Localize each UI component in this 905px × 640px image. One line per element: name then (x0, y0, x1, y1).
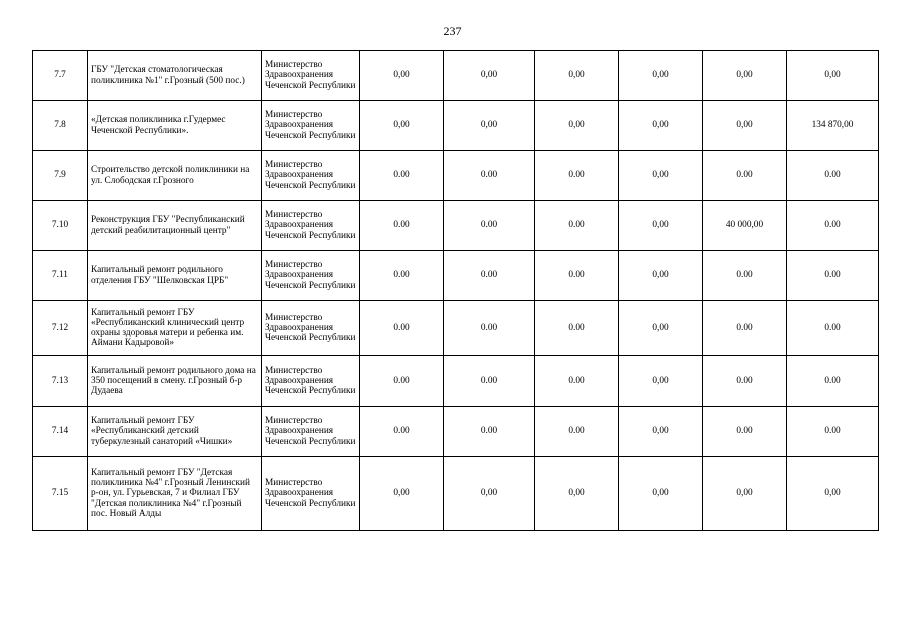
row-number: 7.7 (33, 51, 88, 101)
value-cell: 0.00 (703, 151, 787, 201)
table-row (33, 356, 879, 407)
value-cell: 0,00 (703, 457, 787, 531)
value-cell: 0,00 (619, 51, 703, 101)
value-cell: 0,00 (703, 101, 787, 151)
value-cell: 0.00 (444, 301, 535, 356)
responsible-org: Министерство Здравоохранения Чеченской Республики (262, 356, 360, 407)
value-cell: 0.00 (444, 251, 535, 301)
responsible-org: Министерство Здравоохранения Чеченской Республики (262, 251, 360, 301)
value-cell: 0.00 (535, 301, 619, 356)
value-cell: 0.00 (535, 151, 619, 201)
value-cell: 0,00 (619, 101, 703, 151)
value-cell: 0,00 (619, 356, 703, 407)
responsible-org: Министерство Здравоохранения Чеченской Республики (262, 101, 360, 151)
value-cell: 0,00 (444, 101, 535, 151)
object-name: Капитальный ремонт родильного отделения ГБУ "Шелковская ЦРБ" (88, 251, 262, 301)
table-row (33, 407, 879, 457)
table-row (33, 151, 879, 201)
value-cell: 0.00 (360, 201, 444, 251)
row-number: 7.13 (33, 356, 88, 407)
value-cell: 0.00 (535, 356, 619, 407)
value-cell: 0,00 (787, 51, 879, 101)
value-cell: 0,00 (444, 51, 535, 101)
table-row (33, 251, 879, 301)
object-name: Капитальный ремонт ГБУ «Республиканский детский туберкулезный санаторий «Чишки» (88, 407, 262, 457)
value-cell: 0.00 (787, 251, 879, 301)
value-cell: 0,00 (703, 51, 787, 101)
table-row (33, 301, 879, 356)
row-number: 7.9 (33, 151, 88, 201)
row-number: 7.12 (33, 301, 88, 356)
object-name: Капитальный ремонт ГБУ «Республиканский клинический центр охраны здоровья матери и ребенка им. Аймани Кадыровой» (88, 301, 262, 356)
value-cell: 0.00 (703, 301, 787, 356)
value-cell: 0.00 (703, 356, 787, 407)
value-cell: 0.00 (535, 407, 619, 457)
responsible-org: Министерство Здравоохранения Чеченской Республики (262, 201, 360, 251)
row-number: 7.15 (33, 457, 88, 531)
responsible-org: Министерство Здравоохранения Чеченской Республики (262, 301, 360, 356)
object-name: ГБУ "Детская стоматологическая поликлиника №1" г.Грозный (500 пос.) (88, 51, 262, 101)
responsible-org: Министерство Здравоохранения Чеченской Республики (262, 151, 360, 201)
value-cell: 0.00 (444, 151, 535, 201)
value-cell: 0.00 (787, 356, 879, 407)
value-cell: 0.00 (787, 301, 879, 356)
value-cell: 0,00 (360, 51, 444, 101)
value-cell: 0.00 (444, 356, 535, 407)
budget-table (32, 50, 879, 531)
object-name: «Детская поликлиника г.Гудермес Чеченской Республики». (88, 101, 262, 151)
page-number: 237 (443, 24, 462, 38)
value-cell: 0.00 (360, 251, 444, 301)
value-cell: 0,00 (619, 407, 703, 457)
value-cell: 0,00 (619, 301, 703, 356)
object-name: Реконструкция ГБУ "Республиканский детский реабилитационный центр" (88, 201, 262, 251)
value-cell: 0,00 (787, 457, 879, 531)
row-number: 7.8 (33, 101, 88, 151)
value-cell: 0,00 (535, 457, 619, 531)
value-cell: 0.00 (360, 407, 444, 457)
value-cell: 0,00 (535, 51, 619, 101)
value-cell: 134 870,00 (787, 101, 879, 151)
object-name: Капитальный ремонт ГБУ "Детская поликлиника №4" г.Грозный Ленинский р-он, ул. Гурьевская, 7 и Филиал ГБУ "Детская поликлиника №4" г.Грозный пос. Новый Алды (88, 457, 262, 531)
value-cell: 0,00 (619, 251, 703, 301)
table-row (33, 101, 879, 151)
object-name: Строительство детской поликлиники на ул. Слободская г.Грозного (88, 151, 262, 201)
value-cell: 40 000,00 (703, 201, 787, 251)
row-number: 7.14 (33, 407, 88, 457)
object-name: Капитальный ремонт родильного дома на 350 посещений в смену. г.Грозный б-р Дудаева (88, 356, 262, 407)
value-cell: 0,00 (444, 457, 535, 531)
row-number: 7.10 (33, 201, 88, 251)
table-row (33, 51, 879, 101)
value-cell: 0.00 (444, 407, 535, 457)
value-cell: 0.00 (787, 201, 879, 251)
value-cell: 0,00 (619, 201, 703, 251)
value-cell: 0.00 (703, 407, 787, 457)
value-cell: 0.00 (444, 201, 535, 251)
value-cell: 0,00 (619, 457, 703, 531)
value-cell: 0.00 (360, 301, 444, 356)
value-cell: 0,00 (535, 101, 619, 151)
responsible-org: Министерство Здравоохранения Чеченской Республики (262, 457, 360, 531)
responsible-org: Министерство Здравоохранения Чеченской Республики (262, 407, 360, 457)
table-row (33, 457, 879, 531)
row-number: 7.11 (33, 251, 88, 301)
value-cell: 0,00 (619, 151, 703, 201)
table-row (33, 201, 879, 251)
value-cell: 0.00 (535, 251, 619, 301)
responsible-org: Министерство Здравоохранения Чеченской Республики (262, 51, 360, 101)
value-cell: 0.00 (787, 407, 879, 457)
value-cell: 0.00 (535, 201, 619, 251)
value-cell: 0.00 (360, 356, 444, 407)
value-cell: 0.00 (703, 251, 787, 301)
value-cell: 0,00 (360, 457, 444, 531)
value-cell: 0.00 (360, 151, 444, 201)
value-cell: 0,00 (360, 101, 444, 151)
value-cell: 0.00 (787, 151, 879, 201)
